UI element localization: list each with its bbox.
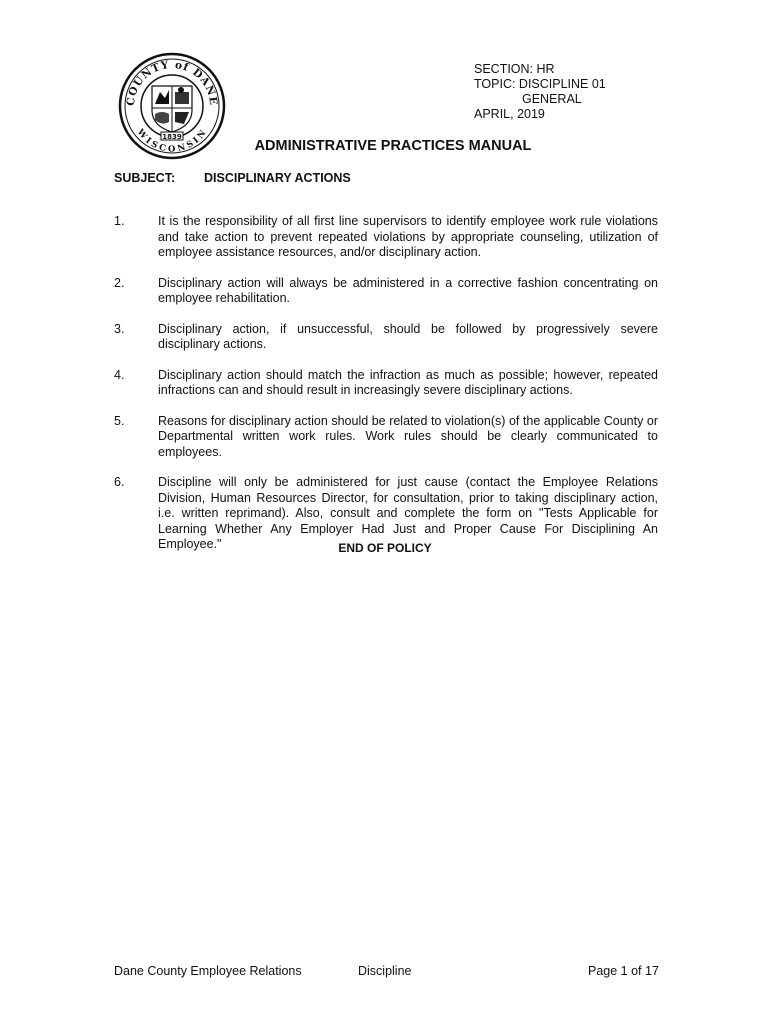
page-title: ADMINISTRATIVE PRACTICES MANUAL (254, 138, 532, 154)
list-item (114, 368, 658, 399)
item-text: Discipline will only be administered for just cause (contact the Employee Relations Division, Human Resources Director, for consultation, prior to taking disciplinary action, i.e. written reprimand). Also, consult and complete the form on "Tests Applicable for Learning Whether Any Employer Had Just and Proper Cause For Disciplining An Employee." (158, 475, 658, 551)
subject-value: DISCIPLINARY ACTIONS (204, 171, 351, 185)
item-text: It is the responsibility of all first line supervisors to identify employee work rule violations and take action to prevent repeated violations by appropriate counseling, utilization of employee assistance resources, and/or disciplinary action. (158, 214, 658, 259)
item-text: Disciplinary action will always be administered in a corrective fashion concentrating on employee rehabilitation. (158, 275, 658, 305)
policy-list (114, 214, 658, 553)
item-number: 6. (114, 475, 125, 489)
end-of-policy: END OF POLICY (338, 541, 432, 555)
item-text: Disciplinary action should match the infraction as much as possible; however, repeated infractions can and should result in increasingly severe disciplinary actions. (158, 367, 658, 397)
list-item (114, 276, 658, 307)
seal-bottom-text: WISCONSIN (134, 127, 210, 155)
topic-sub-label: GENERAL (522, 92, 582, 106)
seal-top-text: COUNTY of DANE (124, 58, 220, 107)
list-item (114, 414, 658, 461)
subject-label: SUBJECT: (114, 171, 176, 185)
item-number: 1. (114, 214, 125, 228)
list-item (114, 322, 658, 353)
list-item (114, 214, 658, 261)
section-label: SECTION: HR (474, 62, 555, 76)
item-number: 2. (114, 275, 125, 290)
document-header (474, 62, 606, 122)
subject-row (114, 171, 351, 185)
topic-label: TOPIC: DISCIPLINE 01 (474, 77, 606, 91)
item-text: Reasons for disciplinary action should be related to violation(s) of the applicable County or Departmental written work rules. Work rules should be clearly communicated to employees. (158, 413, 658, 459)
footer-page-number: Page 1 of 17 (588, 964, 659, 978)
footer-left: Dane County Employee Relations (114, 964, 302, 978)
item-text: Disciplinary action, if unsuccessful, should be followed by progressively severe disciplinary actions. (158, 321, 658, 351)
item-number: 5. (114, 413, 125, 428)
seal-year: 1839 (162, 133, 182, 141)
footer-center: Discipline (358, 964, 412, 978)
item-number: 4. (114, 367, 125, 382)
date-label: APRIL, 2019 (474, 107, 545, 121)
item-number: 3. (114, 321, 125, 336)
